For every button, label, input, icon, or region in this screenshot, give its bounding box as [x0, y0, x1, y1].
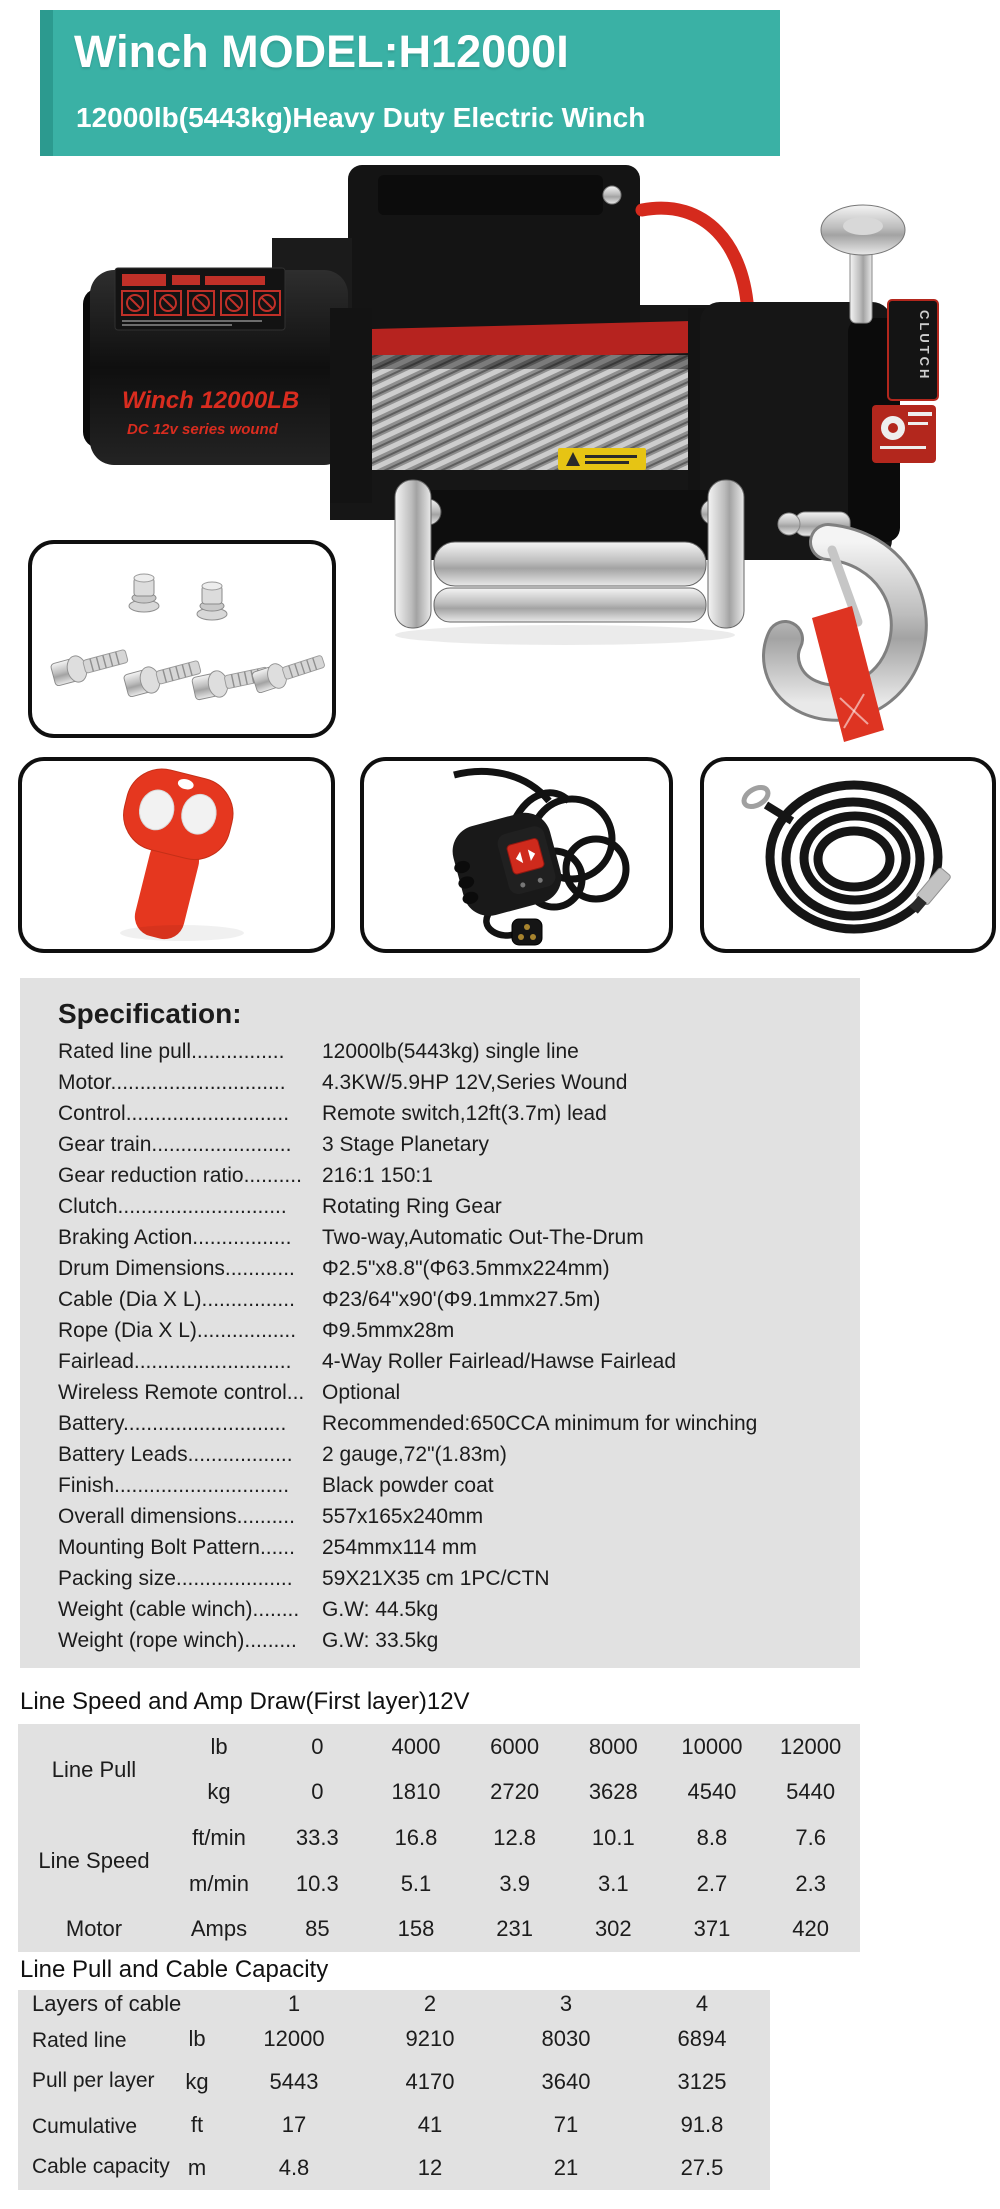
value-cell: 71 — [553, 2112, 579, 2138]
value-cell: 371 — [693, 1916, 731, 1942]
wireless-remote — [22, 761, 331, 949]
value-cell: 2 — [423, 1990, 437, 2016]
page-title: Winch MODEL:H12000I — [74, 26, 569, 77]
spec-value: G.W: 33.5kg — [322, 1629, 439, 1652]
spec-label: Weight (rope winch)......... — [58, 1629, 297, 1652]
spec-row — [58, 1315, 838, 1346]
spec-row — [58, 1470, 838, 1501]
row-group-label: Line Pull — [51, 1756, 137, 1782]
value-cell: 4 — [695, 1990, 709, 2016]
spec-value: Φ23/64"x90'(Φ9.1mmx27.5m) — [322, 1288, 601, 1311]
specification-list — [58, 1036, 838, 1656]
value-cell: 12000 — [263, 2026, 325, 2052]
spec-value: 216:1 150:1 — [322, 1164, 433, 1187]
value-cell: 8000 — [588, 1733, 638, 1759]
value-cell: 158 — [397, 1916, 435, 1942]
mounting-bolts — [32, 544, 332, 734]
spec-row — [58, 1067, 838, 1098]
spec-value: G.W: 44.5kg — [322, 1598, 439, 1621]
spec-value: Two-way,Automatic Out-The-Drum — [322, 1226, 644, 1249]
spec-label: Battery Leads.................. — [58, 1443, 293, 1466]
spec-label: Packing size.................... — [58, 1567, 293, 1590]
specification-heading: Specification: — [58, 998, 242, 1029]
clutch-sticker — [888, 300, 938, 400]
spec-label: Motor.............................. — [58, 1071, 286, 1094]
clutch-label: CLUTCH — [917, 310, 932, 382]
yellow-warning-sticker — [558, 448, 646, 470]
spec-label: Finish.............................. — [58, 1474, 290, 1497]
value-cell: 33.3 — [295, 1824, 339, 1850]
spec-value: Black powder coat — [322, 1474, 494, 1497]
unit-cell: m — [187, 2155, 207, 2181]
spec-row — [58, 1625, 838, 1656]
spec-row — [58, 1253, 838, 1284]
value-cell: 420 — [792, 1916, 829, 1942]
spec-row — [58, 1501, 838, 1532]
value-cell: 3 — [559, 1990, 573, 2016]
value-cell: 0 — [311, 1733, 324, 1759]
spec-value: 4-Way Roller Fairlead/Hawse Fairlead — [322, 1350, 677, 1373]
unit-cell: m/min — [189, 1870, 249, 1896]
brand-label-line2: DC 12v series wound — [127, 421, 278, 438]
value-cell: 16.8 — [394, 1824, 438, 1850]
row-group-label: Cumulative Cable capacity — [32, 2114, 170, 2178]
spec-label: Rope (Dia X L)................. — [58, 1319, 297, 1342]
value-cell: 85 — [305, 1916, 330, 1942]
remote-switch — [364, 761, 669, 949]
spec-label: Weight (cable winch)........ — [58, 1598, 300, 1621]
value-cell: 5443 — [269, 2069, 319, 2095]
value-cell: 3640 — [541, 2069, 591, 2095]
value-cell: 10.1 — [591, 1824, 635, 1850]
wireless-remote-box — [18, 757, 335, 953]
spec-value: Rotating Ring Gear — [322, 1195, 502, 1218]
control-box-bolt — [603, 186, 621, 204]
spec-row — [58, 1439, 838, 1470]
cable-capacity-table — [18, 1990, 770, 2190]
value-cell: 6000 — [490, 1733, 540, 1759]
value-cell: 12.8 — [493, 1824, 537, 1850]
header-banner — [40, 10, 780, 156]
value-cell: 0 — [311, 1779, 324, 1805]
spec-value: 3 Stage Planetary — [322, 1133, 489, 1156]
value-cell: 2.3 — [795, 1870, 826, 1896]
row-group-label: Rated line Pull per layer — [32, 2028, 155, 2092]
value-cell: 12000 — [780, 1733, 842, 1759]
spec-label: Clutch............................. — [58, 1195, 287, 1218]
line-speed-table-panel — [18, 1724, 860, 1952]
spec-value: 557x165x240mm — [322, 1505, 484, 1528]
spec-label: Fairlead........................... — [58, 1350, 292, 1373]
spec-row — [58, 1532, 838, 1563]
spec-row — [58, 1098, 838, 1129]
page-subtitle: 12000lb(5443kg)Heavy Duty Electric Winch — [76, 102, 646, 133]
spec-value: Optional — [322, 1381, 401, 1404]
unit-cell: kg — [185, 2069, 209, 2095]
value-cell: 3.1 — [598, 1870, 629, 1896]
spec-row — [58, 1377, 838, 1408]
unit-cell: ft/min — [192, 1824, 246, 1850]
mounting-bolts-box — [28, 540, 336, 738]
battery-cable-coil — [704, 761, 992, 949]
row-group-label: Motor — [65, 1916, 123, 1942]
table-row — [18, 1990, 770, 2018]
value-cell: 3125 — [677, 2069, 727, 2095]
value-cell: 1810 — [391, 1779, 441, 1805]
value-cell: 3.9 — [499, 1870, 530, 1896]
spec-value: Recommended:650CCA minimum for winching — [322, 1412, 758, 1435]
value-cell: 4.8 — [278, 2155, 310, 2181]
line-speed-table — [18, 1724, 860, 1952]
spec-label: Overall dimensions.......... — [58, 1505, 295, 1528]
value-cell: 17 — [281, 2112, 307, 2138]
spec-value: 2 gauge,72"(1.83m) — [322, 1443, 507, 1466]
roller-fairlead — [395, 480, 744, 645]
warning-label — [115, 268, 285, 330]
spec-row — [58, 1036, 838, 1067]
unit-cell: Amps — [190, 1916, 248, 1942]
value-cell: 4000 — [391, 1733, 441, 1759]
spec-row — [58, 1594, 838, 1625]
battery-cable-box — [700, 757, 996, 953]
spec-row — [58, 1222, 838, 1253]
value-cell: 12 — [417, 2155, 443, 2181]
table-row — [18, 1906, 860, 1952]
banner-left-edge — [40, 10, 53, 156]
unit-cell: ft — [190, 2112, 204, 2138]
value-cell: 2.7 — [696, 1870, 728, 1896]
engaged-sticker — [872, 405, 936, 463]
unit-cell: kg — [207, 1779, 231, 1805]
spec-row — [58, 1563, 838, 1594]
spec-label: Braking Action................. — [58, 1226, 292, 1249]
spec-row — [58, 1408, 838, 1439]
value-cell: 7.6 — [795, 1824, 826, 1850]
value-cell: 6894 — [677, 2026, 727, 2052]
spec-value: 4.3KW/5.9HP 12V,Series Wound — [322, 1071, 628, 1094]
spec-row — [58, 1284, 838, 1315]
value-cell: 10000 — [681, 1733, 743, 1759]
value-cell: 41 — [417, 2112, 443, 2138]
spec-value: 59X21X35 cm 1PC/CTN — [322, 1567, 550, 1590]
brand-label-line1: Winch 12000LB — [122, 387, 300, 414]
power-cable — [642, 208, 748, 315]
unit-cell: lb — [210, 1733, 228, 1759]
table-row — [18, 1724, 860, 1770]
value-cell: 2720 — [490, 1779, 540, 1805]
specification-panel — [20, 978, 860, 1668]
value-cell: 5440 — [786, 1779, 836, 1805]
table-row — [18, 2018, 770, 2061]
value-cell: 27.5 — [680, 2155, 724, 2181]
value-cell: 302 — [594, 1916, 632, 1942]
table-row — [18, 2104, 770, 2147]
table-row — [18, 1815, 860, 1861]
spec-label: Wireless Remote control... — [58, 1381, 305, 1404]
cable-capacity-table-panel — [18, 1990, 770, 2190]
plug-connector — [512, 919, 542, 945]
row-group-label: Line Speed — [38, 1847, 150, 1873]
spec-row — [58, 1191, 838, 1222]
layers-label: Layers of cable — [32, 1990, 182, 2016]
spec-value: 254mmx114 mm — [322, 1536, 477, 1559]
spec-value: Remote switch,12ft(3.7m) lead — [322, 1102, 607, 1125]
spec-label: Cable (Dia X L)................ — [58, 1288, 295, 1311]
spec-label: Gear reduction ratio.......... — [58, 1164, 302, 1187]
spec-label: Control............................ — [58, 1102, 290, 1125]
spec-label: Rated line pull................ — [58, 1040, 285, 1063]
spec-row — [58, 1160, 838, 1191]
spec-label: Battery............................ — [58, 1412, 287, 1435]
value-cell: 1 — [287, 1990, 301, 2016]
unit-cell: lb — [188, 2026, 206, 2052]
spec-label: Gear train........................ — [58, 1133, 292, 1156]
spec-value: 12000lb(5443kg) single line — [322, 1040, 579, 1063]
cable-capacity-table-heading: Line Pull and Cable Capacity — [20, 1956, 329, 1983]
spec-row — [58, 1129, 838, 1160]
spec-label: Mounting Bolt Pattern...... — [58, 1536, 295, 1559]
spec-value: Φ9.5mmx28m — [322, 1319, 455, 1342]
line-speed-table-heading: Line Speed and Amp Draw(First layer)12V — [20, 1688, 470, 1715]
spec-value: Φ2.5"x8.8"(Φ63.5mmx224mm) — [322, 1257, 610, 1280]
value-cell: 9210 — [405, 2026, 455, 2052]
value-cell: 4540 — [687, 1779, 737, 1805]
value-cell: 10.3 — [295, 1870, 339, 1896]
value-cell: 91.8 — [680, 2112, 724, 2138]
clutch-lever-stem — [850, 245, 872, 323]
value-cell: 5.1 — [400, 1870, 432, 1896]
value-cell: 3628 — [588, 1779, 638, 1805]
value-cell: 231 — [496, 1916, 533, 1942]
value-cell: 8030 — [541, 2026, 591, 2052]
motor-housing — [83, 268, 348, 465]
value-cell: 8.8 — [696, 1824, 728, 1850]
remote-switch-box — [360, 757, 673, 953]
spec-row — [58, 1346, 838, 1377]
value-cell: 21 — [553, 2155, 579, 2181]
spec-label: Drum Dimensions............ — [58, 1257, 295, 1280]
value-cell: 4170 — [405, 2069, 455, 2095]
